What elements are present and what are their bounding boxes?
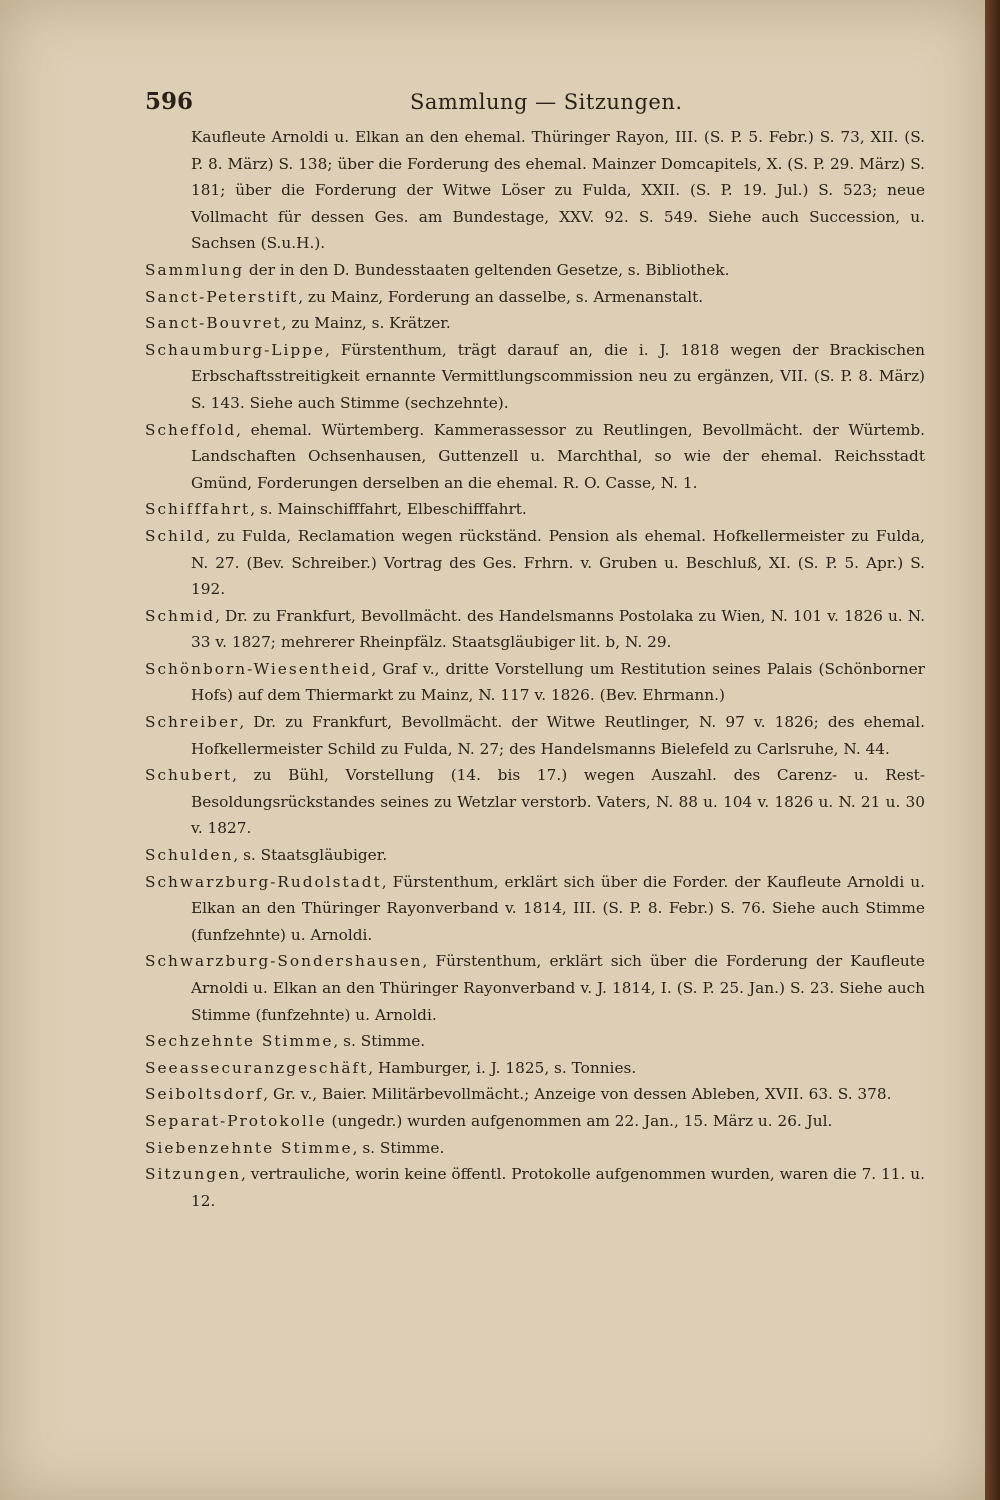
index-entry (145, 948, 925, 1028)
entry-head: Schaumburg-Lippe (145, 340, 325, 359)
entry-head: Sechzehnte Stimme (145, 1032, 334, 1051)
entry-head: Separat-Protokolle (145, 1111, 327, 1130)
entry-head: Schwarzburg-Rudolstadt (145, 872, 382, 891)
entry-text: , zu Fulda, Reclamation wegen rückständ. Pension als ehemal. Hofkellermeister zu Fulda, N. 27. (Bev. Schreiber.) Vortrag des Ges. Frhrn. v. Gruben u. Beschluß, XI. (S. P. 5. Apr.) S. 192. (191, 526, 925, 599)
index-entry (145, 709, 925, 762)
entry-text: , zu Bühl, Vorstellung (14. bis 17.) wegen Auszahl. des Carenz- u. Rest-Besoldungsrückstandes seines zu Wetzlar verstorb. Vaters, N. 88 u. 104 v. 1826 u. N. 21 u. 30 v. 1827. (191, 766, 925, 838)
entry-text: , Hamburger, i. J. 1825, s. Tonnies. (368, 1058, 637, 1077)
running-head: Sammlung — Sitzungen. (410, 90, 683, 114)
index-entry (145, 417, 925, 497)
entry-text: , s. Mainschifffahrt, Elbeschifffahrt. (250, 500, 527, 519)
entry-text: , Dr. zu Frankfurt, Bevollmächt. der Witwe Reutlinger, N. 97 v. 1826; des ehemal. Hofkellermeister Schild zu Fulda, N. 27; des Handelsmanns Bielefeld zu Carlsruhe, N. 44. (191, 713, 925, 758)
entry-head: Seiboltsdorf (145, 1085, 264, 1104)
entry-text: , Dr. zu Frankfurt, Bevollmächt. des Handelsmanns Postolaka zu Wien, N. 101 v. 1826 u. N. 33 v. 1827; mehrerer Rheinpfälz. Staatsgläubiger lit. b, N. 29. (191, 606, 925, 652)
entry-text: , Fürstenthum, erklärt sich über die Forder. der Kaufleute Arnoldi u. Elkan an den Thüringer Rayonverband v. 1814, III. (S. P. 8. Febr.) S. 76. Siehe auch Stimme (funfzehnte) u. Arnoldi. (191, 872, 925, 944)
index-entry (145, 257, 925, 284)
index-entry (145, 523, 925, 603)
entry-head: Sanct-Peterstift (145, 287, 299, 306)
page-header (145, 88, 925, 118)
entry-head: Schönborn-Wiesentheid (145, 659, 372, 678)
index-entry (145, 1161, 925, 1214)
entry-text: (ungedr.) wurden aufgenommen am 22. Jan., 15. März u. 26. Jul. (326, 1111, 833, 1130)
entry-head: Siebenzehnte Stimme (145, 1138, 353, 1157)
index-entry (145, 1028, 925, 1055)
entry-head: Schubert (145, 766, 233, 785)
entry-head: Schwarzburg-Sondershausen (145, 952, 423, 971)
entry-head: Schulden (145, 846, 234, 865)
entry-text: , Fürstenthum, trägt darauf an, die i. J. 1818 wegen der Brackischen Erbschaftsstreitigkeit ernannte Vermittlungscommission neu zu ergänzen, VII. (S. P. 8. März) S. 143. Siehe auch Stimme (sechzehnte). (191, 340, 925, 412)
index-entry (145, 1081, 925, 1108)
entry-head: Sitzungen (145, 1165, 241, 1184)
index-entries (145, 124, 925, 1214)
entry-text: , vertrauliche, worin keine öffentl. Protokolle aufgenommen wurden, waren die 7. 11. u. 12. (191, 1165, 925, 1210)
entry-text: , s. Staatsgläubiger. (233, 846, 388, 865)
entry-text: , Graf v., dritte Vorstellung um Restitution seines Palais (Schönborner Hofs) auf dem Thiermarkt zu Mainz, N. 117 v. 1826. (Bev. Ehrmann.) (191, 659, 925, 705)
entry-head: Schreiber (145, 713, 240, 732)
entry-head: Schifffahrt (145, 500, 251, 519)
entry-text: Kaufleute Arnoldi u. Elkan an den ehemal. Thüringer Rayon, III. (S. P. 5. Febr.) S. 73, XII. (S. P. 8. März) S. 138; über die Forderung des ehemal. Mainzer Domcapitels, X. (S. P. 29. März) S. 181; über die Forderung der Witwe Löser zu Fulda, XXII. (S. P. 19. Jul.) S. 523; neue Vollmacht für dessen Ges. am Bundestage, XXV. 92. S. 549. Siehe auch Succession, u. Sachsen (S.u.H.). (191, 128, 925, 253)
entry-text: , ehemal. Würtemberg. Kammerassessor zu Reutlingen, Bevollmächt. der Würtemb. Landschaften Ochsenhausen, Guttenzell u. Marchthal, so wie der ehemal. Reichsstadt Gmünd, Forderungen derselben an die ehemal. R. O. Casse, N. 1. (191, 420, 925, 492)
entry-text: , zu Mainz, Forderung an dasselbe, s. Armenanstalt. (298, 287, 704, 306)
entry-head: Scheffold (145, 420, 237, 439)
entry-text: , s. Stimme. (333, 1032, 426, 1051)
entry-head: Schmid (145, 606, 216, 625)
index-entry (145, 284, 925, 311)
entry-head: Seeassecuranzgeschäft (145, 1058, 369, 1077)
index-entry (145, 1135, 925, 1162)
index-entry (145, 337, 925, 417)
page-number: 596 (145, 88, 194, 115)
entry-head: Schild (145, 526, 206, 545)
book-spine-edge (985, 0, 1000, 1500)
entry-head: Sammlung (145, 260, 244, 279)
index-entry (145, 1108, 925, 1135)
index-entry (145, 496, 925, 523)
index-entry-continuation (145, 124, 925, 257)
index-entry (145, 310, 925, 337)
index-entry (145, 762, 925, 842)
index-entry (145, 1055, 925, 1082)
entry-head: Sanct-Bouvret (145, 314, 282, 333)
index-entry (145, 869, 925, 949)
entry-text: , zu Mainz, s. Krätzer. (281, 314, 451, 333)
entry-text: , Gr. v., Baier. Militärbevollmächt.; Anzeige von dessen Ableben, XVII. 63. S. 378. (263, 1085, 892, 1104)
entry-text: der in den D. Bundesstaaten geltenden Gesetze, s. Bibliothek. (244, 260, 730, 279)
index-entry (145, 603, 925, 656)
entry-text: , Fürstenthum, erklärt sich über die Forderung der Kaufleute Arnoldi u. Elkan an den Thüringer Rayonverband v. J. 1814, I. (S. P. 25. Jan.) S. 23. Siehe auch Stimme (funfzehnte) u. Arnoldi. (191, 952, 925, 1024)
entry-text: , s. Stimme. (352, 1138, 445, 1157)
index-entry (145, 842, 925, 869)
index-entry (145, 656, 925, 709)
